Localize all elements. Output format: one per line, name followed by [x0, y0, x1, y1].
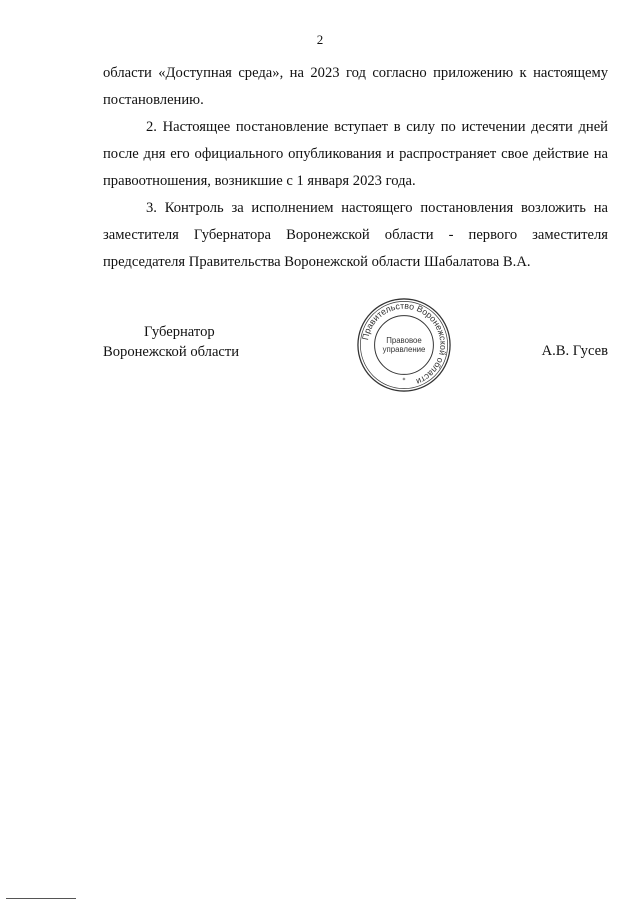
- document-body: [103, 60, 608, 276]
- paragraph-continuation: области «Доступная среда», на 2023 год согласно приложению к настоящему постановлению.: [103, 65, 608, 108]
- signer-title-line1: Губернатор: [144, 324, 215, 340]
- stamp-ring-text: Правительство Воронежской области: [360, 300, 449, 387]
- stamp-star-icon: *: [402, 378, 406, 385]
- signer-name: А.В. Гусев: [541, 343, 608, 359]
- footer-rule: [6, 898, 76, 899]
- signer-title-line2: Воронежской области: [103, 344, 240, 360]
- stamp-center-line2: управление: [382, 344, 426, 354]
- signer-title: [103, 322, 263, 362]
- stamp-center-line1: Правовое: [386, 336, 422, 346]
- paragraph-item-2: 2. Настоящее постановление вступает в силу по истечении десяти дней после дня его официального опубликования и распространяет свое действие на правоотношения, возникшие с 1 января 2023 года.: [103, 119, 608, 189]
- official-stamp: [355, 296, 453, 394]
- page-number: 2: [316, 32, 324, 47]
- paragraph-item-3: 3. Контроль за исполнением настоящего постановления возложить на заместителя Губернатора Воронежской области - первого заместителя председателя Правительства Воронежской области Шабалатова В.А.: [103, 200, 608, 270]
